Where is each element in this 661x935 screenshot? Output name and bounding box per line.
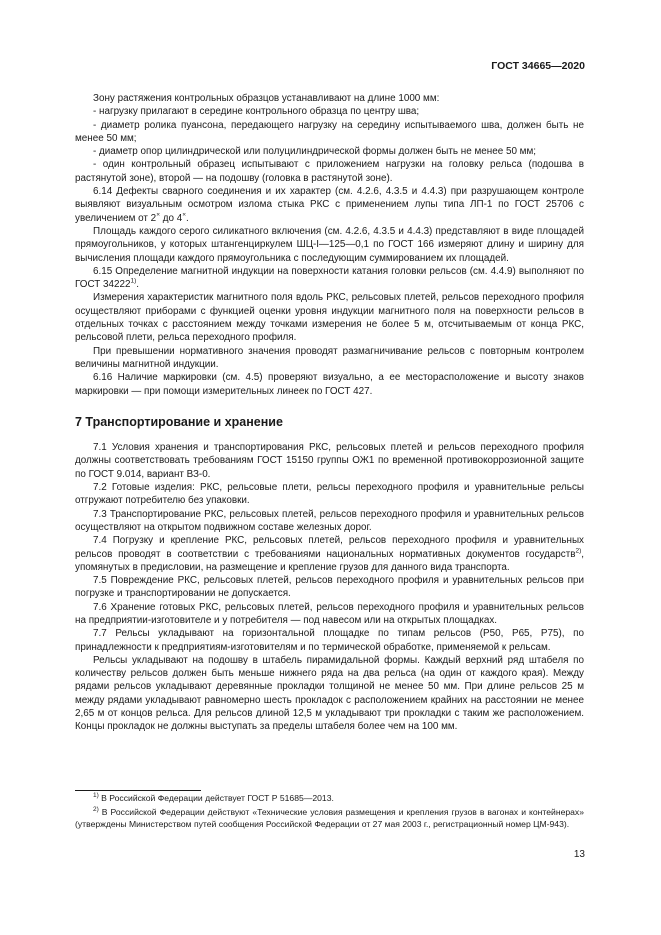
- paragraph: 7.3 Транспортирование РКС, рельсовых плетей, рельсов переходного профиля и уравнительных рельсов осуществляют на открытом подвижном составе железных дорог.: [75, 508, 584, 533]
- page-number: 13: [573, 849, 585, 860]
- paragraph-text: .: [136, 279, 140, 291]
- paragraph: Площадь каждого серого силикатного включения (см. 4.2.6, 4.3.5 и 4.4.3) представляют в виде площадей прямоугольников, у которых штангенциркулем ШЦ-I—125—0,1 по ГОСТ 166 измеряют длину и ширину для вычисления площади каждого прямоугольника с последующим суммированием их площадей.: [75, 225, 584, 264]
- magnification-sign: ×: [156, 211, 160, 219]
- document-header: ГОСТ 34665—2020: [491, 60, 585, 72]
- paragraph-text: 6.14 Дефекты сварного соединения и их характер (см. 4.2.6, 4.3.5 и 4.4.3) при разрушающем контроле выявляют визуальным осмотром излома стыка РКС с применением лупы типа ЛП-1 по ГОСТ 25706 с увеличением от 2: [75, 186, 584, 224]
- footnote-text: В Российской Федерации действуют «Технические условия размещения и крепления грузов в вагонах и контейнерах» (утверждены Министерством путей сообщения Российской Федерации от 27 мая 2003 г., регистрационный номер ЦМ-943).: [75, 806, 584, 829]
- paragraph-6-14: [75, 185, 584, 225]
- paragraph: При превышении нормативного значения проводят размагничивание рельсов с повторным контролем величины магнитной индукции.: [75, 345, 584, 370]
- paragraph-text: , упомянутых в предисловии, на размещение и крепление грузов для данного вида транспорта.: [75, 548, 584, 573]
- paragraph: 7.2 Готовые изделия: РКС, рельсовые плети, рельсы переходного профиля и уравнительные рельсы отгружают потребителю без упаковки.: [75, 482, 584, 507]
- body-text: [75, 92, 584, 734]
- magnification-sign: ×: [182, 211, 187, 219]
- paragraph-6-15: [75, 265, 584, 292]
- paragraph: - один контрольный образец испытывают с приложением нагрузки на головку рельса (подошва в растянутой зоне), второй — на подошву (головка в растянутой зоне).: [75, 159, 584, 184]
- footnote-divider: [75, 790, 201, 791]
- paragraph-text: 7.4 Погрузку и крепление РКС, рельсовых плетей, рельсов переходного профиля и уравнительных рельсов проводят в соответствии с требованиями национальных нормативных документов государств: [75, 535, 584, 560]
- paragraph: Рельсы укладывают на подошву в штабель пирамидальной формы. Каждый верхний ряд штабеля по количеству рельсов должен быть меньше нижнего ряда на два рельса (на один от каждого края). Между рядами рельсов укладывают деревянные прокладки толщиной не менее 50 мм. При длине рельсов 25 м между рядами укладывают равномерно шесть прокладок с расположением крайних на расстоянии не менее 2,65 м от концов рельса. Для рельсов длиной 12,5 м укладывают три прокладки с таким же расположением. Концы прокладок не должны выступать за пределы штабеля более чем на 100 мм.: [75, 654, 584, 733]
- paragraph: 7.7 Рельсы укладывают на горизонтальной площадке по типам рельсов (Р50, Р65, Р75), по принадлежности к предприятиям-изготовителям и по термической обработке, применяемой к рельсам.: [75, 628, 584, 653]
- paragraph-text: .: [186, 212, 189, 224]
- paragraph: 6.16 Наличие маркировки (см. 4.5) проверяют визуально, а ее месторасположение и высоту знаков маркировки — при помощи измерительных линеек по ГОСТ 427.: [75, 372, 584, 397]
- paragraph: [75, 119, 584, 146]
- paragraph-text: 6.15 Определение магнитной индукции на поверхности катания головки рельсов (см. 4.4.9) выполняют по ГОСТ 34222: [75, 265, 584, 291]
- paragraph: - нагрузку прилагают в середине контрольного образца по центру шва;: [93, 106, 420, 118]
- footnote-mark: 1): [93, 792, 99, 800]
- paragraph: 7.5 Повреждение РКС, рельсовых плетей, рельсов переходного профиля и уравнительных рельсов при погрузке и транспортировании не допускается.: [75, 575, 584, 600]
- footnote-ref-1[interactable]: 1): [130, 277, 137, 285]
- footnote-mark: 2): [93, 805, 99, 813]
- paragraph: - диаметр опор цилиндрической или полуцилиндрической формы должен быть не менее 50 мм;: [93, 146, 536, 158]
- footnote-2: [75, 807, 584, 831]
- footnote-ref-2[interactable]: 2): [575, 547, 582, 555]
- paragraph-text: до 4: [159, 212, 183, 224]
- paragraph: Измерения характеристик магнитного поля вдоль РКС, рельсовых плетей, рельсов переходного профиля осуществляют приборами с функцией оценки уровня индукции магнитного поля на поверхности рельсов в отдельных точках с расстоянием между точками измерения не более 5 м, отсчитываемым от конца РКС, рельсовой плети, рельса переходного профиля.: [75, 292, 584, 344]
- section-heading: 7 Транспортирование и хранение: [75, 414, 283, 429]
- paragraph: Зону растяжения контрольных образцов устанавливают на длине 1000 мм:: [93, 93, 440, 104]
- paragraph-text: - диаметр ролика пуансона, передающего нагрузку на середину испытываемого шва, должен быть не менее 50 мм;: [75, 119, 584, 144]
- paragraph: 7.1 Условия хранения и транспортирования РКС, рельсовых плетей и рельсов переходного профиля должны соответствовать требованиям ГОСТ 15150 группы ОЖ1 по временной противокоррозионной защите по ГОСТ 9.014, вариант ВЗ-0.: [75, 442, 584, 480]
- footnote-1: [75, 793, 584, 805]
- footnotes: [75, 793, 584, 832]
- paragraph: 7.6 Хранение готовых РКС, рельсовых плетей, рельсов переходного профиля и уравнительных рельсов на предприятии-изготовителе и у потребителя — под навесом или на открытых площадках.: [75, 601, 584, 626]
- footnote-text: В Российской Федерации действует ГОСТ Р 51685—2013.: [98, 793, 334, 803]
- paragraph-7-4: [75, 534, 584, 574]
